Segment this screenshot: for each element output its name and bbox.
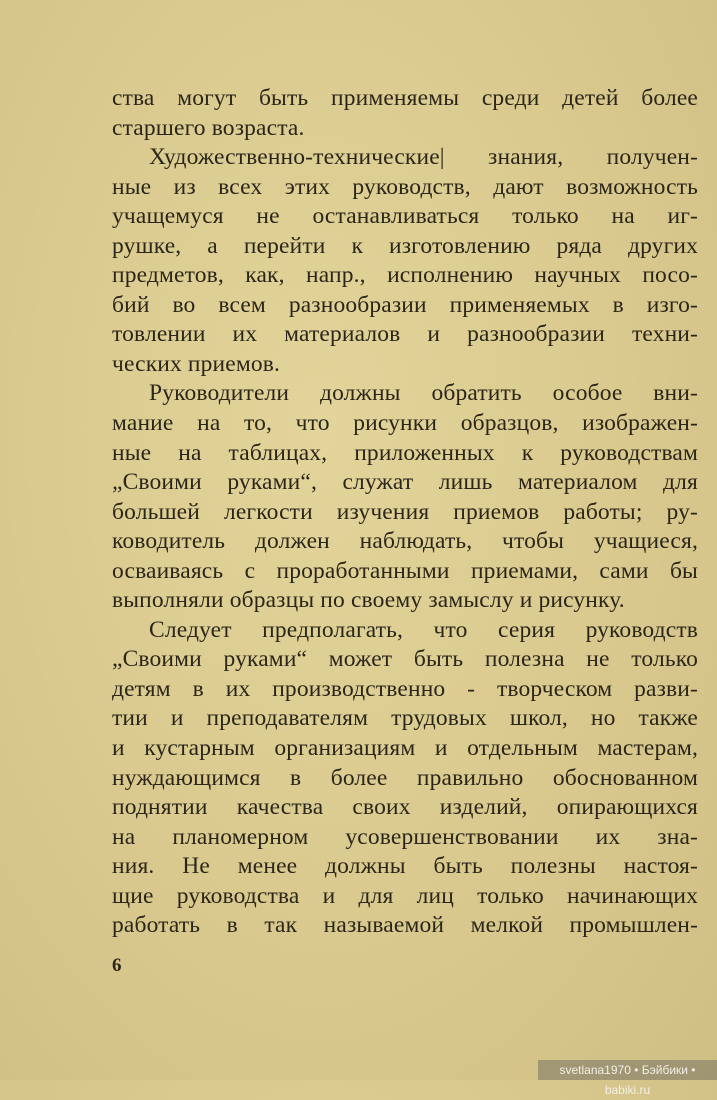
text-line: на планомерном усовершенствовании их зна- [112,823,698,850]
text-line: „Своими руками“, служат лишь материалом для [112,469,698,496]
text-line: ческих приемов. [112,350,281,377]
text-line: ные из всех этих руководств, дают возможность [112,173,698,200]
watermark: svetlana1970 • Бэйбики • babiki.ru [538,1060,717,1080]
text-line: Художественно-технические| знания, получен- [149,144,698,171]
text-line: и кустарным организациям и отдельным мастерам, [112,735,698,762]
text-line: тии и преподавателям трудовых школ, но также [112,705,698,732]
text-line: щие руководства и для лиц только начинающих [112,882,698,909]
text-line: ства могут быть применяемы среди детей более [112,85,698,111]
text-line: Руководители должны обратить особое вни- [149,380,698,407]
text-line: работать в так называемой мелкой промышлен- [112,912,698,939]
text-line: поднятии качества своих изделий, опирающихся [112,794,698,821]
body-text [112,84,698,941]
text-line: предметов, как, напр., исполнению научных посо- [112,262,698,289]
text-line: ния. Не менее должны быть полезны настоя- [112,853,698,880]
text-line: мание на то, что рисунки образцов, изображен- [112,410,698,437]
text-line: учащемуся не останавливаться только на иг- [112,203,698,230]
text-line: ные на таблицах, приложенных к руководствам [112,439,698,466]
text-line: рушке, а перейти к изготовлению ряда других [112,232,698,259]
text-line: осваиваясь с проработанными приемами, сами бы [112,557,698,584]
text-line: бий во всем разнообразии применяемых в изго- [112,291,698,318]
text-line: большей легкости изучения приемов работы; ру- [112,498,698,525]
text-line: выполняли образцы по своему замыслу и рисунку. [112,587,625,614]
text-line: ководитель должен наблюдать, чтобы учащиеся, [112,528,698,555]
text-line: нуждающимся в более правильно обоснованном [112,764,698,791]
text-line: товлении их материалов и разнообразии техни- [112,321,698,348]
text-line: детям в их производственно - творческом разви- [112,675,698,702]
text-line: Следует предполагать, что серия руководств [149,616,698,643]
page-number: 6 [112,955,122,976]
text-line: старшего возраста. [112,114,305,141]
text-line: „Своими руками“ может быть полезна не только [112,646,698,673]
